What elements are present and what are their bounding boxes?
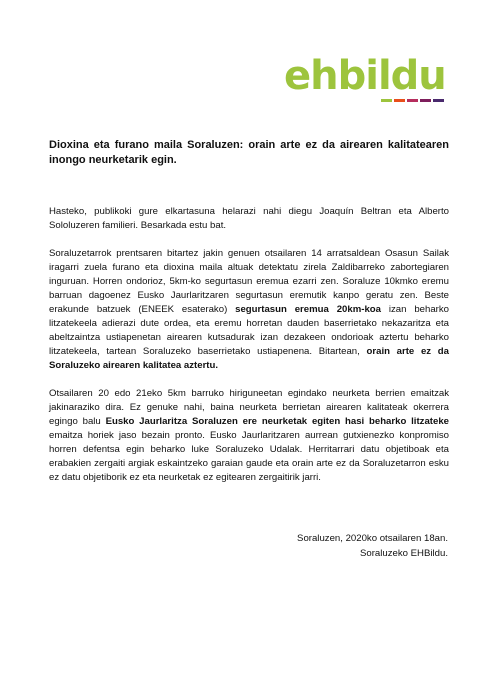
bold-phrase-no-measurement: orain arte ez da Soraluzeko airearen kalitatea aztertu. xyxy=(49,346,449,371)
logo-bar xyxy=(394,99,405,102)
logo-bar xyxy=(420,99,431,102)
ehbildu-logo xyxy=(284,53,446,102)
logo-bar xyxy=(381,99,392,102)
signature-organization: Soraluzeko EHBildu. xyxy=(360,548,448,559)
paragraph-text: emaitza horiek jaso bezain pronto. Eusko Jaurlaritzaren aurrean gutxienezko konpromiso horren defentsa egin beharko luke Soraluzeko Udalak. Herritarrari datu objetiboak eta erabakien zergaiti argiak eskaintzeko garaian gaude eta orain arte ez da Soraluzetarron esku ez datu objetiborik ez eta neurketak ez egitearen zergaitirik jarri. xyxy=(49,430,449,483)
logo-wordmark: ehbildu xyxy=(284,53,446,99)
paragraph-security-zone xyxy=(49,247,449,373)
logo-bar xyxy=(433,99,444,102)
paragraph-solidarity: Hasteko, publikoki gure elkartasuna helarazi nahi diegu Joaquín Beltran eta Alberto Sololuzeren familieri. Besarkada estu bat. xyxy=(49,206,449,231)
paragraph-text: Soraluzetarrok prentsaren bitartez jakin genuen otsailaren 14 arratsaldean Osasun Sailak iragarri zuela furano eta dioxina maila altuak detektatu zirela Zaldibarreko zabortegiaren inguruan. Horren ondorioz, 5km-ko segurtasun eremua ezarri zen. Soraluze 10kmko eremu barruan dagoenez Eusko Jaurlaritzaren segurtasun eremutik kanpo geratu zen. Beste erakunde batzuek (ENEEK esaterako) xyxy=(49,248,449,315)
logo-bar xyxy=(407,99,418,102)
logo-color-bars xyxy=(284,99,444,102)
paragraph-text: izan beharko litzatekeela adierazi dute ordea, eta eremu horretan dauden baserrietako nekazaritza eta abeltzaintza ustiapenetan airearen kutsadurak izan dezakeen ondorioak aztertu beharko litzatekeela, tartean Soraluzeko baserrietako ustiapenena. Bitartean, xyxy=(49,304,449,357)
paragraph-measurements xyxy=(49,387,449,485)
document-title: Dioxina eta furano maila Soraluzen: orain arte ez da airearen kalitatearen inongo neurketarik egin. xyxy=(49,139,449,166)
signature-place-date: Soraluzen, 2020ko otsailaren 18an. xyxy=(297,533,448,544)
document-body xyxy=(49,138,449,499)
paragraph-text: Otsailaren 20 edo 21eko 5km barruko hiriguneetan egindako neurketa berrien emaitzak jakinaraziko dira. Ez genuke nahi, baina neurketa berrietan airearen kalitateak okerrera egingo balu xyxy=(49,388,449,427)
bold-phrase-20km: segurtasun eremua 20km-koa xyxy=(235,304,381,315)
signature-block xyxy=(297,531,448,561)
bold-phrase-government: Eusko Jaurlaritza Soraluzen ere neurketak egiten hasi beharko litzateke xyxy=(105,416,449,427)
